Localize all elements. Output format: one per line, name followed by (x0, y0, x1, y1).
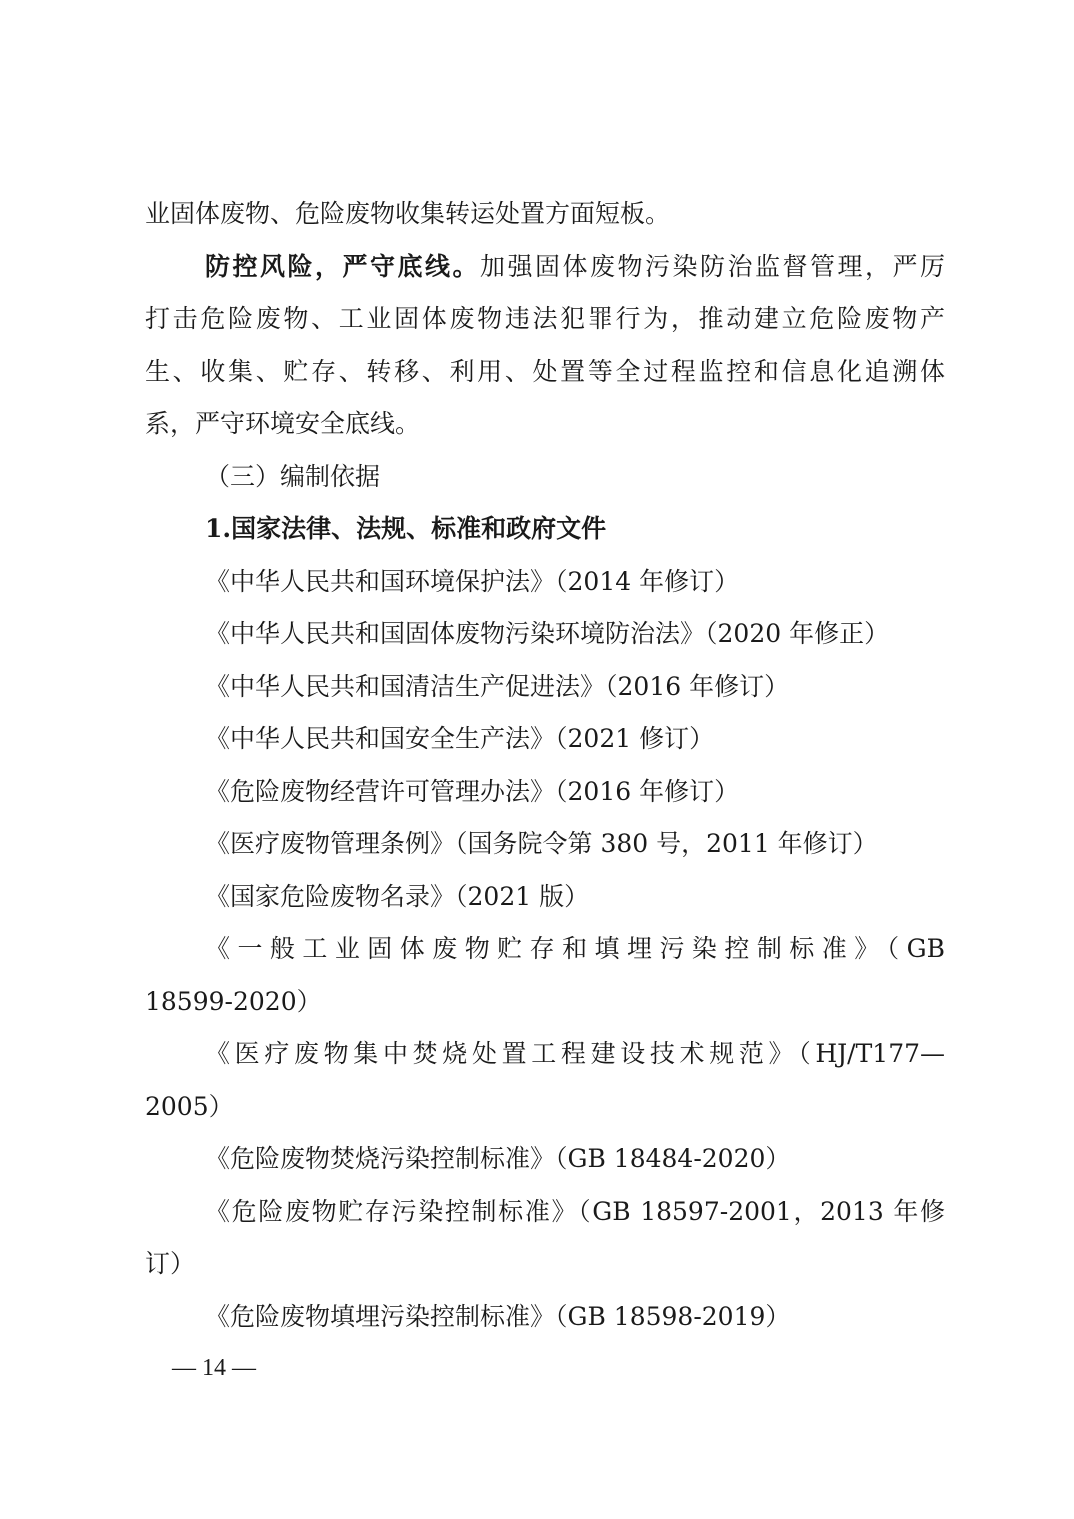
reference-item-continued: 订） (145, 1249, 196, 1278)
reference-item: 《一般工业固体废物贮存和填埋污染控制标准》（GB (205, 934, 945, 963)
reference-item: 《危险废物经营许可管理办法》（2016 年修订） (205, 776, 740, 806)
section-heading: （三）编制依据 (205, 461, 381, 491)
reference-item: 《危险废物填埋污染控制标准》（GB 18598-2019） (205, 1301, 791, 1331)
paragraph-line (145, 241, 945, 294)
reference-item: 《危险废物焚烧污染控制标准》（GB 18484-2020） (205, 1144, 791, 1173)
paragraph-line: 业固体废物、危险废物收集转运处置方面短板。 (145, 199, 671, 228)
document-body (145, 188, 945, 1343)
reference-item: 《中华人民共和国环境保护法》（2014 年修订） (205, 566, 740, 596)
reference-item: 《中华人民共和国安全生产法》（2021 修订） (205, 724, 715, 753)
reference-item: 《医疗废物集中焚烧处置工程建设技术规范》（HJ/T177— (205, 1039, 945, 1068)
subheading: 1.国家法律、法规、标准和政府文件 (205, 514, 607, 543)
reference-item-continued: 2005） (145, 1091, 234, 1121)
paragraph-text: 加强固体废物污染防治监督管理，严厉 (480, 251, 945, 281)
reference-item: 《危险废物贮存污染控制标准》（GB 18597-2001，2013 年修 (205, 1196, 945, 1226)
reference-item: 《国家危险废物名录》（2021 版） (205, 881, 590, 911)
page-number: — 14 — (172, 1355, 256, 1381)
reference-item: 《中华人民共和国固体废物污染环境防治法》（2020 年修正） (205, 619, 890, 648)
reference-item: 《医疗废物管理条例》（国务院令第 380 号，2011 年修订） (205, 829, 878, 858)
paragraph-lead: 防控风险，严守底线。 (205, 251, 480, 281)
paragraph-line: 系，严守环境安全底线。 (145, 409, 421, 438)
reference-item: 《中华人民共和国清洁生产促进法》（2016 年修订） (205, 671, 790, 701)
paragraph-line: 打击危险废物、工业固体废物违法犯罪行为，推动建立危险废物产 (145, 304, 945, 333)
reference-item-continued: 18599-2020） (145, 986, 322, 1016)
paragraph-line: 生、收集、贮存、转移、利用、处置等全过程监控和信息化追溯体 (145, 356, 945, 386)
